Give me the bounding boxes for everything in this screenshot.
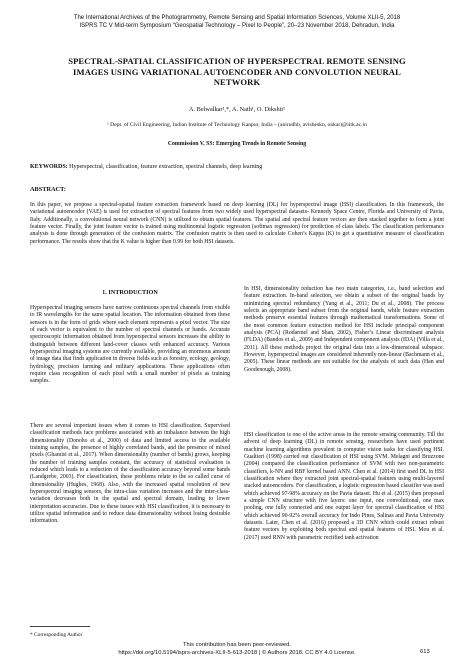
title-line-1: SPECTRAL-SPATIAL CLASSIFICATION OF HYPERSPECTRAL REMOTE SENSING xyxy=(68,56,406,66)
title-line-3: NETWORK xyxy=(213,77,261,87)
abstract-heading: ABSTRACT: xyxy=(30,186,66,193)
introduction-heading: 1. INTRODUCTION xyxy=(102,289,158,296)
author-list: A. Belwalkar¹,*, A. Nath¹, O. Dikshit¹ xyxy=(188,106,286,113)
paper-title xyxy=(24,56,450,88)
title-line-2: IMAGES USING VARIATIONAL AUTOENCODER AND CONVOLUTION NEURAL xyxy=(73,66,401,77)
keywords-label: KEYWORDS: xyxy=(30,164,68,170)
right-paragraph-2: HSI classification is one of the active areas in the remote sensing community. Till the advent of deep learning (DL) in remote sensing, researchers have used pertinent machine learning algorithms prevalent in computer vision tasks for classifying HSI. Gualtieri (1998) carried out classification of HSI using SVM. Melagni and Bruzzone (2004) compared the classification performance of SVM with two non-parametric classifiers, k-NN and RBF kernel based ANN. Chen et al. (2014) first used DL in HSI classification where they extracted joint spectral-spatial features using multi-layered stacked autoencoders. For classification, a logistic regression based classifier was used which achieved 97-98% accuracy on the Pavia dataset. Hu et al. (2015) then proposed a simple CNN structure with five layers: one input, one convolutional, one max pooling, one fully connected and one output layer for spectral classification of HSI which achieved 90-92% overall accuracy for Indo Pines, Salinas and Pavia University datasets. Later, Chen et al. (2016) proposed a 3D CNN which could extract robust feature vectors by exploiting both spectral and spatial features of HSI. Mou et al. (2017) used RNN with parametric rectified tanh activation xyxy=(244,432,444,541)
intro-paragraph-1: Hyperspectral imaging sensors have narrow continuous spectral channels from visible to IR wavelengths for the same spatial location. The information obtained from these sensors is in the form of grids where each element represents a pixel vector. The size of each vector is equivalent to the number of spectral channels or bands. Accurate spectroscopic information obtained from hyperspectral sensors increases the ability to distinguish between different land-cover classes with enhanced accuracy. Various hyperspectral imaging systems are currently available, providing an enormous amount of image data that finds application in diverse fields such as forestry, ecology, geology, hydrology, precision farming and military applications. These applications often require class recognition of each pixel with a small number of pixels as training samples. xyxy=(30,305,230,385)
affiliation: ¹ Dept. of Civil Engineering, Indian Institute of Technology Kanpur, India – (anirudhb, avisheskn, onkar)@iitk.ac.in xyxy=(107,122,367,128)
commission: Commission V, SS: Emerging Trends in Remote Sensing xyxy=(167,141,307,147)
page-number: 613 xyxy=(420,649,430,655)
footnote-rule xyxy=(30,626,90,627)
keywords xyxy=(30,164,450,170)
header-line-1: The International Archives of the Photogrammetry, Remote Sensing and Spatial Information Sciences, Volume XLII-5, 2018 xyxy=(73,15,401,21)
page-footer xyxy=(0,641,474,657)
footer-review-note: This contribution has been peer-reviewed. xyxy=(183,642,291,648)
right-paragraph-1: In HSI, dimensionality reduction has two main categories, i.e., band selection and feature extraction. In-band selection, we obtain a subset of the original bands by minimizing spectral redundancy (Yang et al., 2011; Du et al., 2008). The process selects an appropriate band subset from the original bands, while feature extraction methods preserve essential features through mathematical transformations. Some of the most common feature extraction method for HSI include principal component analysis (PCA) (Rodarmel and Shan, 2002), Fisher’s Linear discriminant analysis (FLDA) (Bandos et al., 2009) and Independent component analysis (IDA) (Villa et al., 2011). All these methods project the original data into a low-dimensional subspace. However, hyperspectral images are considered inherently non-linear (Bachmann et al., 2005). These linear methods are not suitable for the analysis of such data (Han and Goodenough, 2008). xyxy=(244,286,444,373)
intro-paragraph-2: There are several important issues when it comes to HSI classification. Supervised classification methods face problems associated with an imbalance between the high dimensionality (Donoho et al., 2000) of data and limited access to the available training samples, the presence of highly correlated bands, and the presence of mixed pixels (Ghamisi et al., 2017). When dimensionality (number of bands) grows, keeping the number of training samples constant, the accuracy of statistical evaluation is reduced which leads to a reduction of the classification accuracy beyond some bands (Landgrebe, 2003). For classification, these problems relate to the so called curse of dimensionality (Hughes, 1968). Also, with the increased spatial resolution of new hyperspectral imaging sensors, the intra-class variation increases and the inter-class- variation decreases both in the spatial and spectral domain, leading to lower interpretation accuracies. Due to these issues with HSI classification, it is necessary to utilize spatial information and to reduce data dimensionality without losing desirable information. xyxy=(30,423,230,525)
abstract-text: In this paper, we propose a spectral-spatial feature extraction framework based on deep learning (DL) for hyperspectral image (HSI) classification. In this framework, the variational autoencoder (VAE) is used for extraction of spectral features from two widely used hyperspectral datasets- Kennedy Space Centre, Florida and University of Pavia, Italy. Additionally, a convolutional neural network (CNN) is utilized to obtain spatial features. The spatial and spectral feature vectors are then stacked together to form a joint feature vector. Finally, the joint feature vector is trained using multinomial logistic regression (softmax regression) for prediction of class labels. The classification performance analysis is done through generation of the confusion matrix. The confusion matrix is then used to calculate Cohen’s Kappa (K) to get a quantitative measure of classification performance. The results show that the K value is higher than 0.99 for both HSI datasets. xyxy=(30,202,444,245)
footer-doi-link[interactable]: https://doi.org/10.5194/isprs-archives-XLII-5-613-2018 | © Authors 2018. CC BY 4.0 License. xyxy=(118,650,356,656)
header-line-2: ISPRS TC V Mid-term Symposium “Geospatial Technology – Pixel to People”, 20–23 November 2018, Dehradun, India xyxy=(79,23,395,29)
running-header xyxy=(10,14,464,30)
footnote: * Corresponding Author xyxy=(30,632,83,638)
keywords-text: Hyperspectral, classification, feature extraction, spectral channels, deep learning xyxy=(67,164,263,170)
